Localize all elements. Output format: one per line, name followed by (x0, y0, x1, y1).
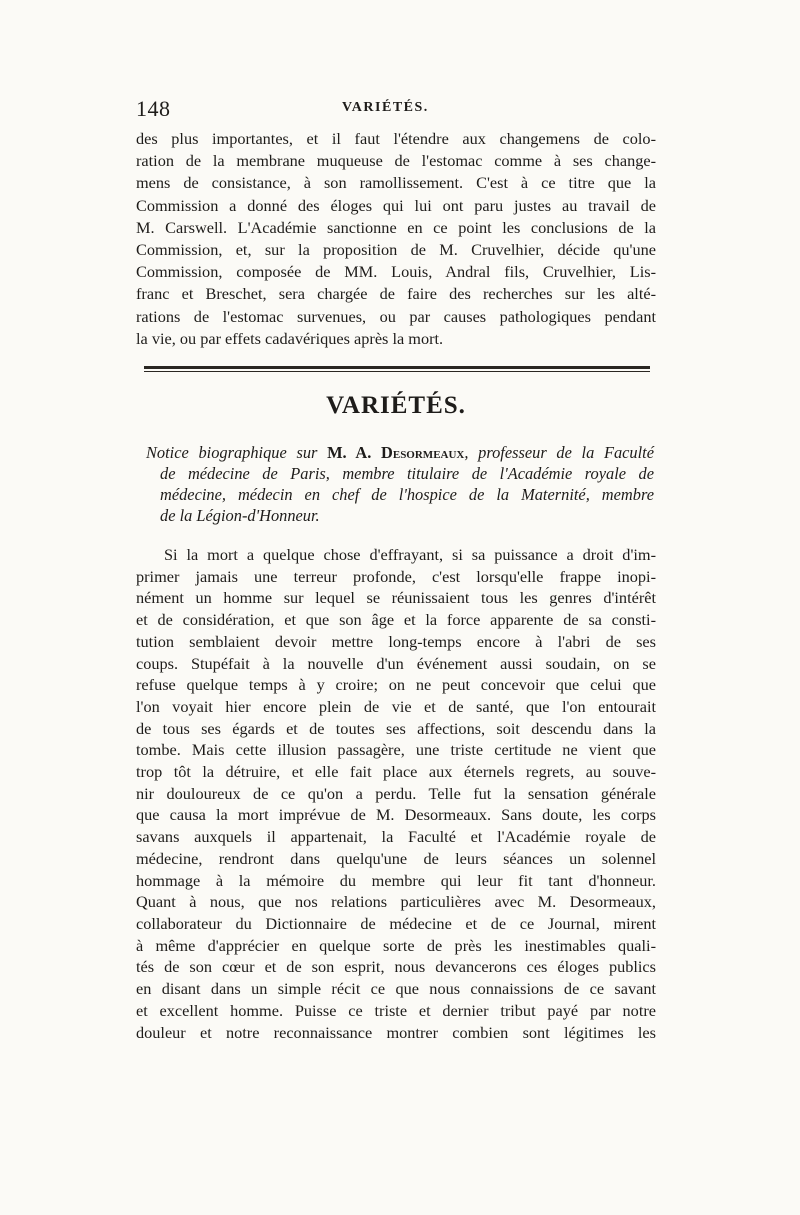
text-line: Commission, et, sur la proposition de M. Cruvelhier, décide qu'une (136, 240, 656, 260)
text-line: Quant à nous, que nos relations particulières avec M. Desormeaux, (136, 892, 656, 912)
notice-line (146, 442, 654, 463)
text-line: Si la mort a quelque chose d'effrayant, si sa puissance a droit d'im- (164, 545, 656, 565)
text-line: des plus importantes, et il faut l'étendre aux changemens de colo- (136, 129, 656, 148)
text-line: tés de son cœur et de son esprit, nous devancerons ces éloges publics (136, 957, 656, 977)
text-line: nément un homme sur lequel se réunissaient tous les genres d'intérêt (136, 588, 656, 608)
section-divider (144, 366, 650, 372)
text-line: à même d'apprécier en quelque sorte de près les inestimables quali- (136, 935, 656, 955)
text-line: refuse quelque temps à y croire; on ne peut concevoir que celui que (136, 675, 656, 695)
text-line: ration de la membrane muqueuse de l'estomac comme à ses change- (136, 151, 656, 171)
text-line: en disant dans un simple récit ce que nous connaissions de ce savant (136, 979, 656, 999)
notice-text: Notice biographique sur (146, 443, 328, 463)
text-line: mens de consistance, à son ramollissement. C'est à ce titre que la (136, 173, 656, 193)
main-paragraph (136, 544, 656, 1043)
notice-initials: M. A. (327, 443, 382, 463)
text-line: primer jamais une terreur profonde, c'est lorsqu'elle frappe inopi- (136, 566, 656, 586)
text-line: M. Carswell. L'Académie sanctionne en ce point les conclusions de la (136, 217, 656, 237)
divider-thin-rule (144, 371, 650, 372)
text-line: collaborateur du Dictionnaire de médecine et de ce Journal, mirent (136, 913, 656, 933)
notice-heading (146, 442, 654, 526)
page-number: 148 (136, 96, 171, 121)
running-head (136, 96, 656, 128)
book-page (136, 96, 656, 1043)
text-line: que causa la mort imprévue de M. Desormeaux. Sans doute, les corps (136, 805, 656, 825)
text-line: franc et Breschet, sera chargée de faire des recherches sur les alté- (136, 284, 656, 304)
text-line: nir douloureux de ce qu'on a perdu. Telle fut la sensation générale (136, 783, 656, 803)
text-line: la vie, ou par effets cadavériques après la mort. (136, 328, 444, 348)
notice-text: , professeur de la Faculté (464, 443, 655, 463)
notice-line: de la Légion-d'Honneur. (160, 506, 320, 526)
text-line: savans auxquels il appartenait, la Faculté et l'Académie royale de (136, 827, 656, 847)
text-line: et de considération, et que son âge et la force apparente de sa consti- (136, 610, 656, 630)
text-line: douleur et notre reconnaissance montrer combien sont légitimes les (136, 1022, 656, 1042)
section-title: VARIÉTÉS. (326, 392, 466, 420)
notice-surname: Desormeaux (381, 443, 465, 463)
divider-thick-rule (144, 366, 650, 369)
top-paragraph (136, 128, 656, 350)
notice-line: de médecine de Paris, membre titulaire de l'Académie royale de (160, 464, 654, 484)
text-line: hommage à la mémoire du membre qui leur fit tant d'honneur. (136, 870, 656, 890)
text-line: tombe. Mais cette illusion passagère, une triste certitude ne vient que (136, 740, 656, 760)
running-title: VARIÉTÉS. (342, 100, 429, 115)
text-line: médecine, rendront dans quelqu'une de leurs séances un solennel (136, 848, 656, 868)
notice-line: médecine, médecin en chef de l'hospice de la Maternité, membre (160, 485, 654, 505)
text-line: Commission a donné des éloges qui lui ont paru justes au travail de (136, 195, 656, 215)
text-line: de tous ses égards et de toutes ses affections, soit descendu dans la (136, 718, 656, 738)
text-line: tution semblaient devoir mettre long-temps encore à l'abri de ses (136, 631, 656, 651)
text-line: l'on voyait hier encore plein de vie et de santé, que l'on entourait (136, 696, 656, 716)
text-line: et excellent homme. Puisse ce triste et dernier tribut payé par notre (136, 1000, 656, 1020)
text-line: coups. Stupéfait à la nouvelle d'un événement aussi soudain, on se (136, 653, 656, 673)
text-line: rations de l'estomac survenues, ou par causes pathologiques pendant (136, 306, 656, 326)
text-line: Commission, composée de MM. Louis, Andral fils, Cruvelhier, Lis- (136, 262, 656, 282)
text-line: trop tôt la détruire, et elle fait place aux éternels regrets, au souve- (136, 762, 656, 782)
